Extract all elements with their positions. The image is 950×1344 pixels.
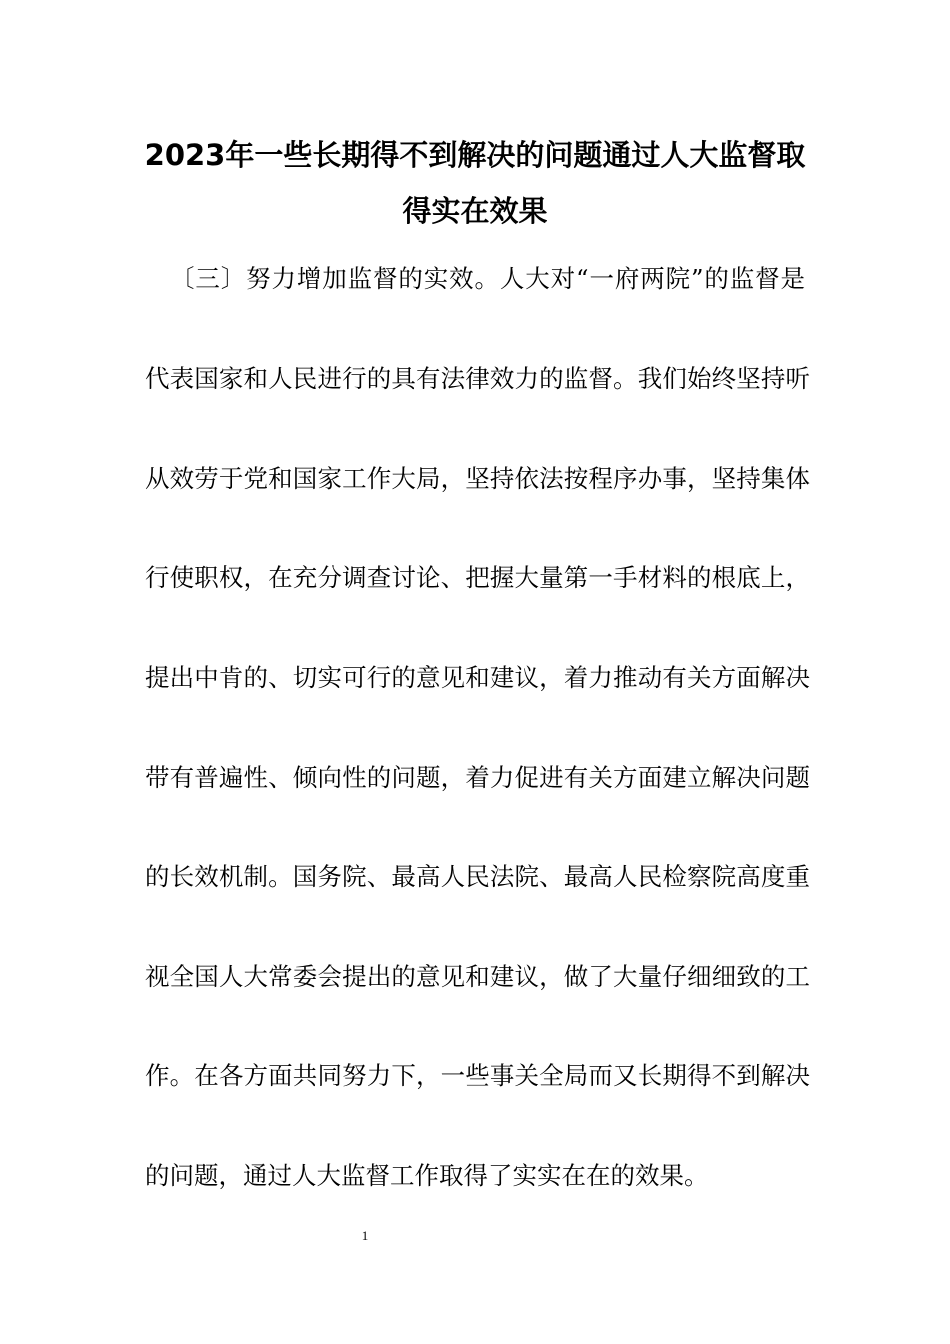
body-text-line: 提出中肯的、切实可行的意见和建议，着力推动有关方面解决 bbox=[145, 663, 810, 692]
body-text-line: 从效劳于党和国家工作大局，坚持依法按程序办事，坚持集体 bbox=[145, 464, 810, 493]
body-text-line: 〔三〕努力增加监督的实效。人大对“一府两院”的监督是 bbox=[170, 264, 805, 293]
page-number: 1 bbox=[361, 1228, 369, 1243]
document-title-line-1: 2023年一些长期得不到解决的问题通过人大监督取 bbox=[144, 138, 806, 172]
body-text-line: 行使职权，在充分调查讨论、把握大量第一手材料的根底上， bbox=[145, 563, 810, 592]
body-text-line: 视全国人大常委会提出的意见和建议，做了大量仔细细致的工 bbox=[145, 962, 810, 991]
document-title-line-2: 得实在效果 bbox=[402, 194, 548, 228]
body-text-line: 作。在各方面共同努力下，一些事关全局而又长期得不到解决 bbox=[145, 1061, 810, 1090]
body-text-line: 代表国家和人民进行的具有法律效力的监督。我们始终坚持听 bbox=[145, 364, 810, 393]
body-text-line: 的问题，通过人大监督工作取得了实实在在的效果。 bbox=[145, 1161, 709, 1190]
body-text-line: 带有普遍性、倾向性的问题，着力促进有关方面建立解决问题 bbox=[145, 763, 810, 792]
body-text-line: 的长效机制。国务院、最高人民法院、最高人民检察院高度重 bbox=[145, 862, 810, 891]
